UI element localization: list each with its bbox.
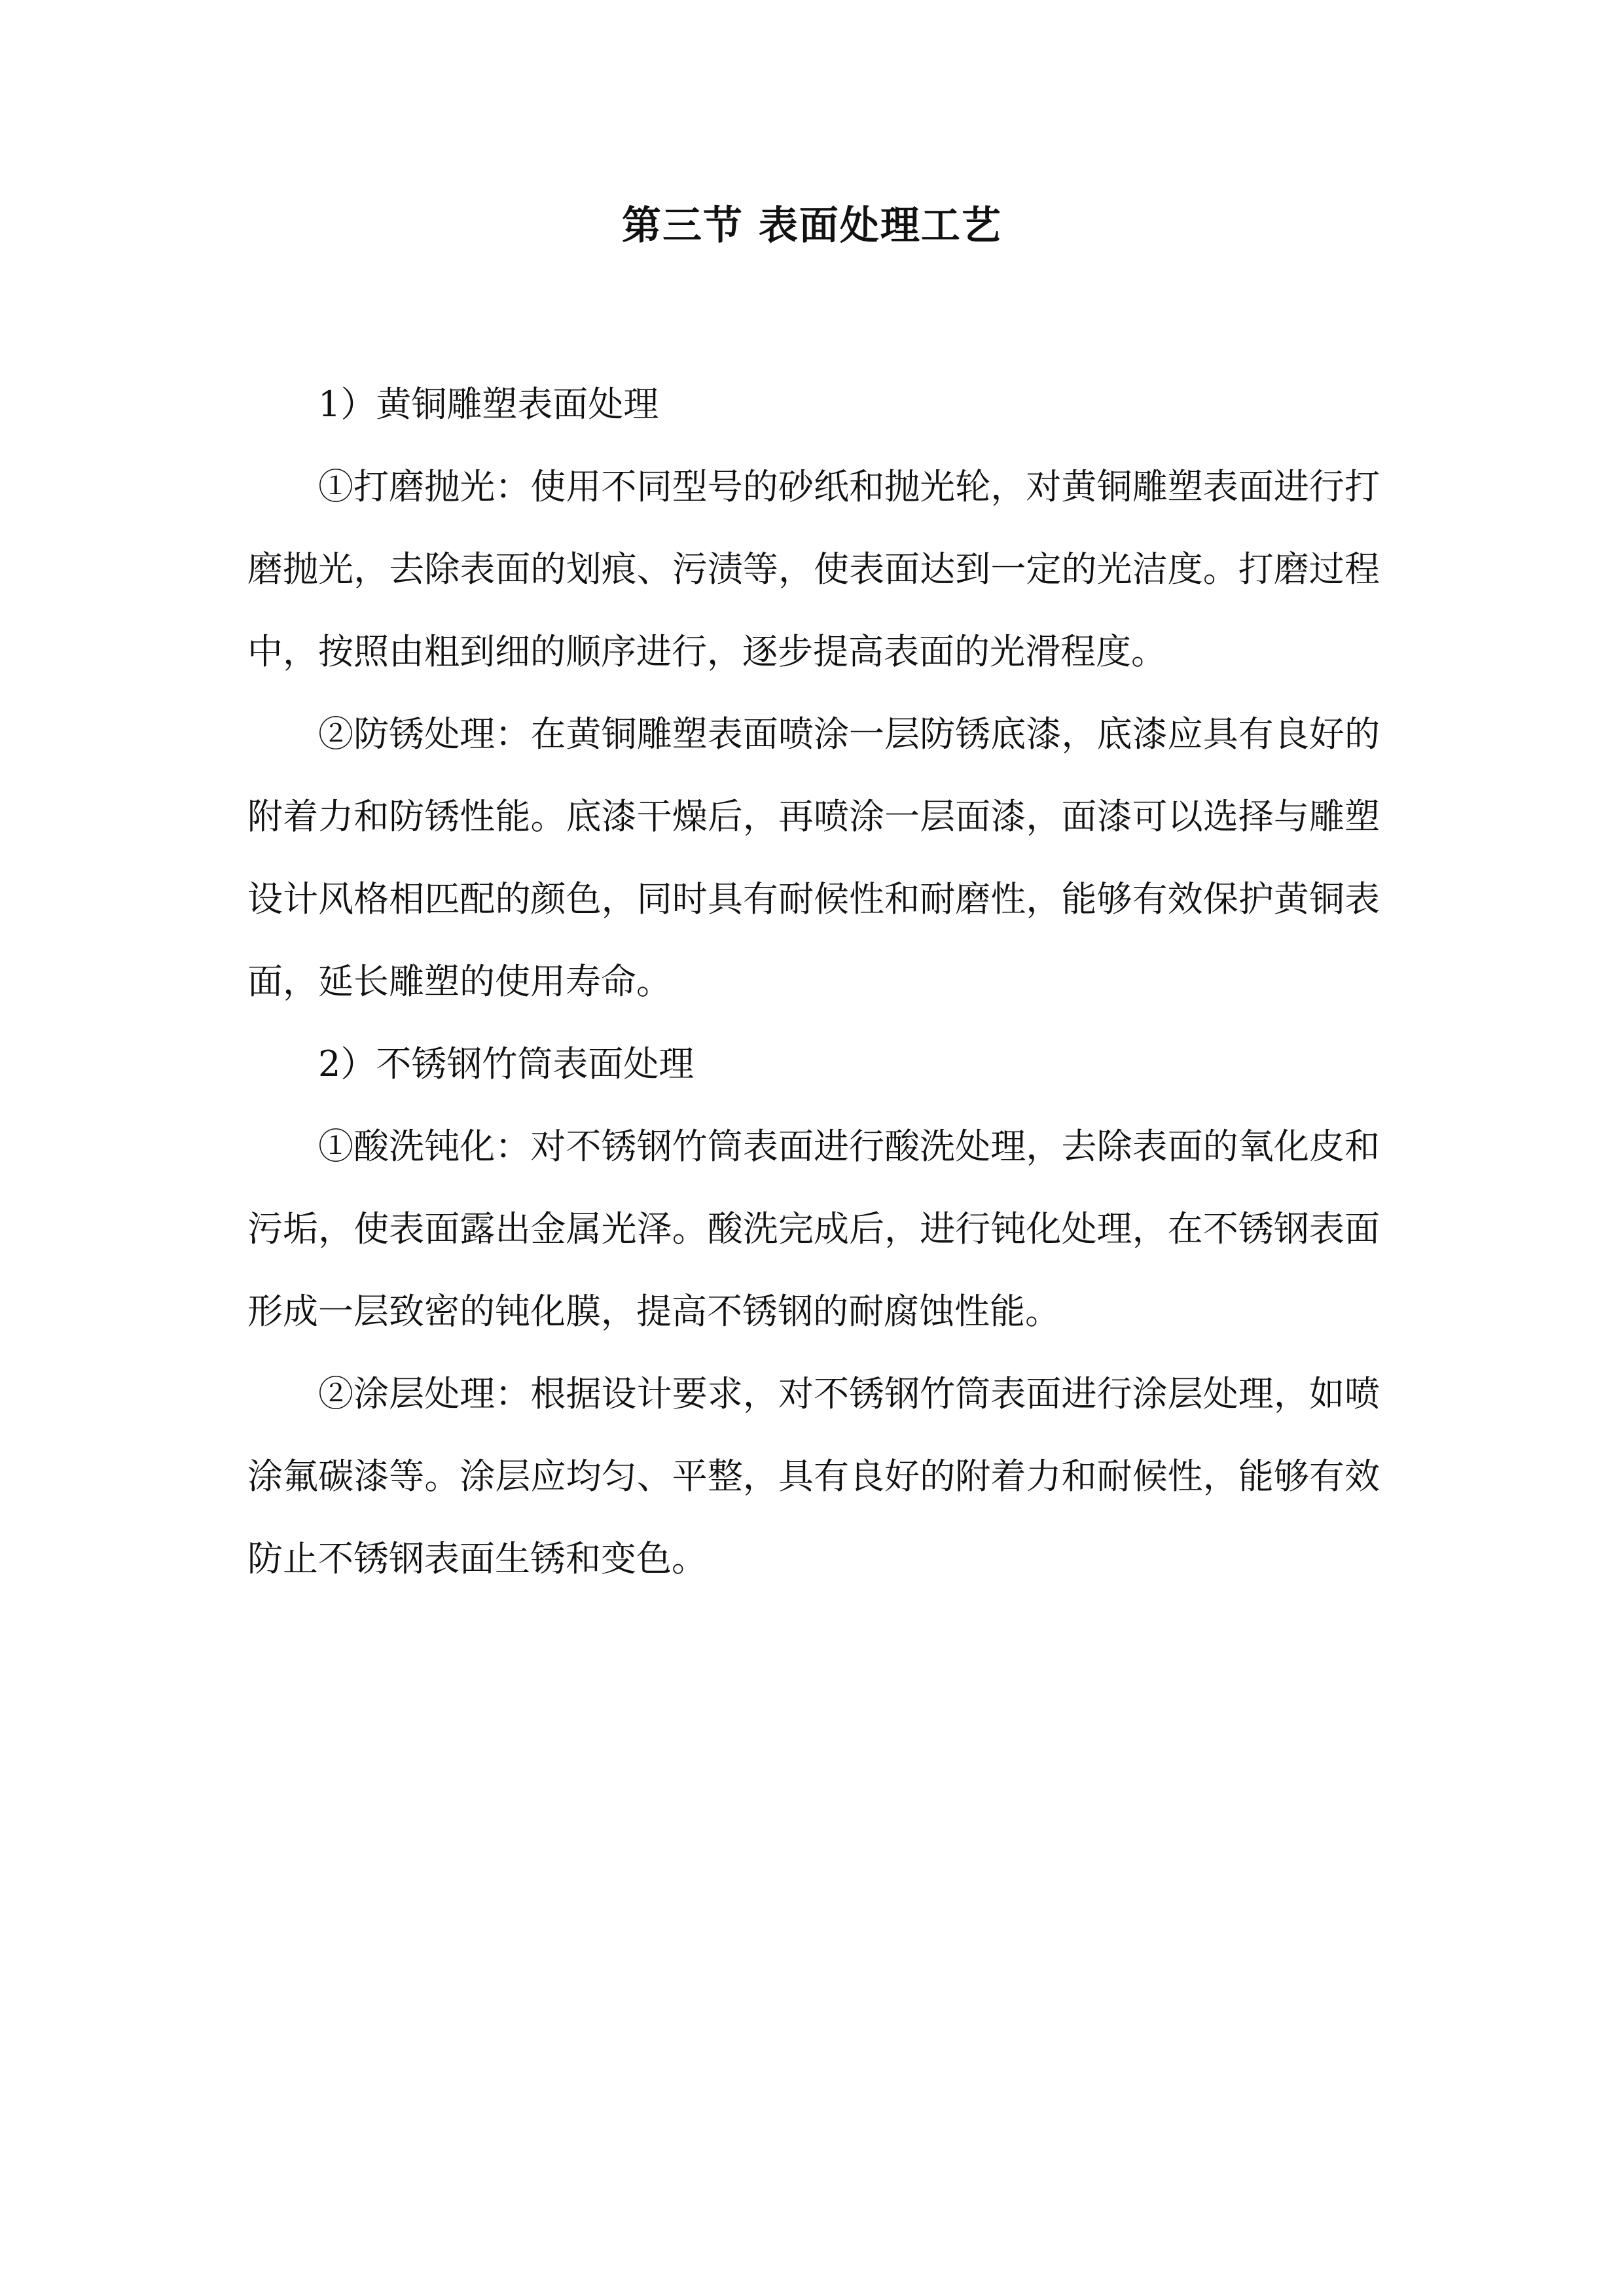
section-title: 第三节 表面处理工艺 xyxy=(622,203,1002,249)
paragraph-steel-pickling: ①酸洗钝化：对不锈钢竹筒表面进行酸洗处理，去除表面的氧化皮和污垢，使表面露出金属光泽。酸洗完成后，进行钝化处理，在不锈钢表面形成一层致密的钝化膜，提高不锈钢的耐腐蚀性能。 xyxy=(247,1126,1380,1332)
paragraph-brass-heading: 1）黄铜雕塑表面处理 xyxy=(318,384,659,425)
paragraph-brass-polishing: ①打磨抛光：使用不同型号的砂纸和抛光轮，对黄铜雕塑表面进行打磨抛光，去除表面的划痕、污渍等，使表面达到一定的光洁度。打磨过程中，按照由粗到细的顺序进行，逐步提高表面的光滑程度。 xyxy=(247,466,1380,672)
paragraph-brass-rustproofing: ②防锈处理：在黄铜雕塑表面喷涂一层防锈底漆，底漆应具有良好的附着力和防锈性能。底漆干燥后，再喷涂一层面漆，面漆可以选择与雕塑设计风格相匹配的颜色，同时具有耐候性和耐磨性，能够有效保护黄铜表面，延长雕塑的使用寿命。 xyxy=(247,713,1380,1002)
paragraph-steel-coating: ②涂层处理：根据设计要求，对不锈钢竹筒表面进行涂层处理，如喷涂氟碳漆等。涂层应均匀、平整，具有良好的附着力和耐候性，能够有效防止不锈钢表面生锈和变色。 xyxy=(247,1373,1380,1579)
document-body xyxy=(247,363,1380,1600)
paragraph-steel-heading: 2）不锈钢竹筒表面处理 xyxy=(318,1043,695,1085)
